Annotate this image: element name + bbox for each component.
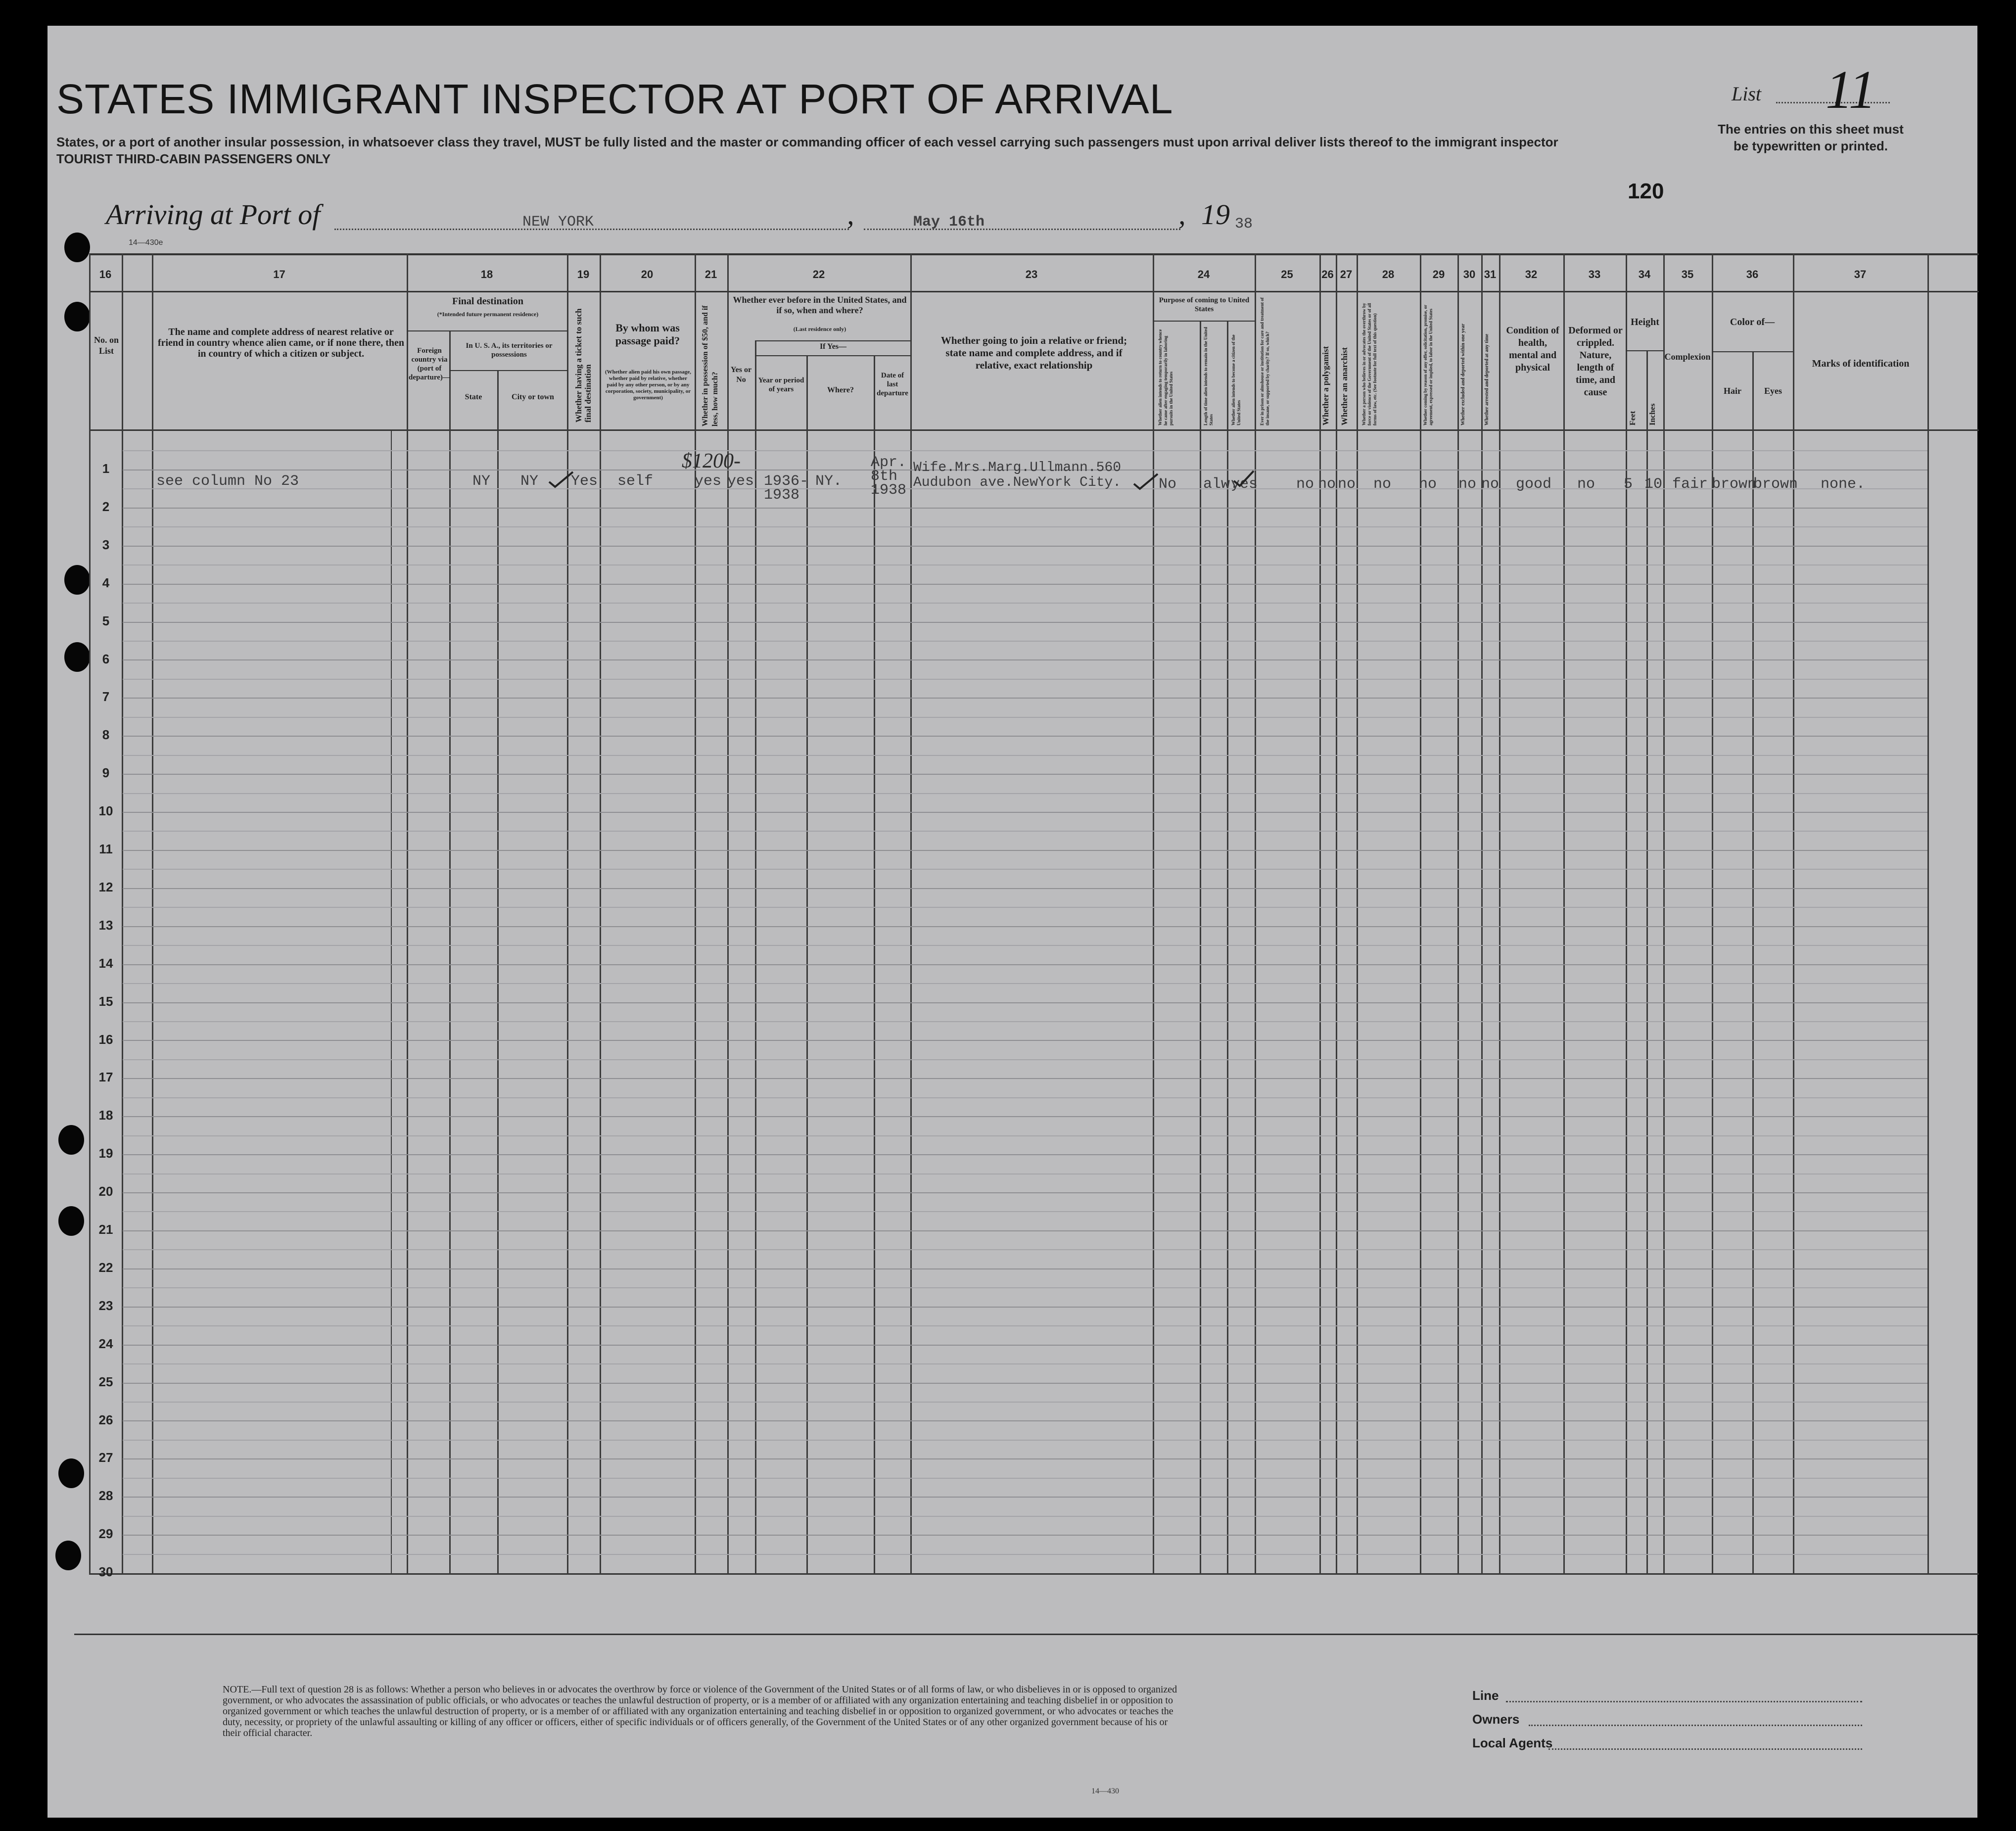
row-divider [123, 1268, 1927, 1269]
col18-city: City or town [512, 393, 554, 401]
entry-c22-date3: 1938 [871, 482, 907, 499]
local-agents-label: Local Agents [1472, 1736, 1553, 1750]
col35-header: Complexion [1664, 352, 1711, 362]
row-subline [123, 1211, 1927, 1212]
column-number: 24 [1197, 268, 1210, 281]
footer-code: 14—430 [1091, 1787, 1119, 1795]
page-title: STATES IMMIGRANT INSPECTOR AT PORT OF ARRIVAL [56, 76, 1173, 122]
row-number: 27 [98, 1450, 113, 1465]
entry-c22-yesno: yes [727, 473, 754, 490]
col18-header: Final destination [452, 296, 523, 307]
note-right [1682, 121, 1939, 154]
col34-header: Height [1631, 317, 1659, 328]
col22-years: Year or period of years [758, 376, 804, 393]
column-number: 35 [1681, 268, 1694, 281]
col23-header: Whether going to join a relative or friend; state name and complete address, and if relative, exact relationship [940, 334, 1127, 371]
row-subline [123, 831, 1927, 832]
column-number: 26 [1321, 268, 1334, 281]
column-number: 31 [1484, 268, 1497, 281]
entry-c20: self [617, 473, 654, 490]
entry-c22-years: 1936- [764, 473, 809, 490]
column-number: 18 [480, 268, 493, 281]
row-subline [123, 717, 1927, 718]
row-divider [123, 1154, 1927, 1155]
column-number: 23 [1025, 268, 1038, 281]
row-subline [123, 450, 1927, 451]
col24-b: Length of time alien intends to remain in the United States [1203, 327, 1214, 425]
list-label: List [1732, 83, 1762, 105]
row-number: 7 [102, 689, 110, 704]
col24-header: Purpose of coming to United States [1159, 296, 1250, 313]
col22-ifyes: If Yes— [819, 342, 847, 351]
col26-header: Whether a polygamist [1321, 346, 1330, 425]
row-divider [123, 1345, 1927, 1346]
row-number: 4 [102, 575, 110, 590]
row-divider [123, 850, 1927, 851]
row-subline [123, 1325, 1927, 1326]
row-subline [123, 793, 1927, 794]
row-subline [123, 1135, 1927, 1136]
column-number: 28 [1382, 268, 1395, 281]
column-number: 27 [1340, 268, 1353, 281]
row-number: 5 [102, 613, 110, 628]
col21-header: Whether in possession of $50, and if less, how much? [701, 305, 719, 426]
column-number: 16 [99, 268, 112, 281]
col19-header: Whether having a ticket to such final destination [574, 308, 593, 423]
entry-c23-line1: Wife.Mrs.Marg.Ullmann.560 [913, 460, 1122, 475]
row-number: 12 [98, 879, 113, 894]
column-number: 34 [1638, 268, 1651, 281]
row-subline [123, 564, 1927, 565]
row-subline [123, 603, 1927, 604]
row-subline [123, 1478, 1927, 1479]
row-subline [123, 679, 1927, 680]
row-divider [123, 508, 1927, 509]
entry-c23-line2: Audubon ave.NewYork City. [913, 475, 1122, 490]
checkmark-icon [1132, 472, 1162, 492]
entry-c24b: alw. [1203, 476, 1239, 493]
note-right-line1: The entries on this sheet must [1718, 122, 1904, 137]
row-subline [123, 1402, 1927, 1403]
row-subline [123, 1097, 1927, 1098]
col32-header: Condition of health, mental and physical [1506, 325, 1559, 373]
subtitle-line1: States, or a port of another insular possession, in whatsoever class they travel, MUST be fully listed and the master or commanding officer of each vessel carrying such passengers must upon arrival deliver lists thereof to the immigrant inspector [56, 135, 1558, 149]
row-subline [123, 526, 1927, 527]
row-number: 14 [98, 955, 113, 971]
col24-a: Whether alien intends to return to country whence he came after engaging temporarily in laboring pursuits in the United States [1158, 329, 1173, 425]
row-number: 29 [98, 1526, 113, 1542]
col30-header: Whether excluded and deported within one year [1460, 324, 1466, 425]
row-divider [123, 1420, 1927, 1421]
row-divider [123, 1002, 1927, 1003]
row-divider [123, 622, 1927, 623]
stamp-number: 120 [1628, 179, 1664, 203]
entry-c35: fair [1672, 476, 1708, 493]
column-number: 19 [577, 268, 590, 281]
arriving-label: Arriving at Port of [106, 198, 321, 231]
col18-state: State [465, 393, 482, 401]
row-number: 3 [102, 537, 110, 552]
col36-header: Color of— [1730, 317, 1775, 328]
row-number: 22 [98, 1260, 113, 1275]
row-divider [123, 812, 1927, 813]
row-divider [123, 1078, 1927, 1079]
list-number: 11 [1826, 59, 1876, 120]
col34-inches: Inches [1648, 403, 1657, 425]
row-divider [123, 1458, 1927, 1459]
row-subline [123, 1516, 1927, 1517]
col22-note: (Last residence only) [793, 326, 846, 332]
row-number: 8 [102, 727, 110, 743]
row-number: 18 [98, 1108, 113, 1123]
row-number: 28 [98, 1488, 113, 1503]
row-divider [123, 698, 1927, 699]
row-subline [123, 1287, 1927, 1288]
row-subline [123, 641, 1927, 642]
row-divider [123, 736, 1927, 737]
row-divider [123, 659, 1927, 660]
row-divider [123, 1116, 1927, 1117]
col27-header: Whether an anarchist [1340, 347, 1349, 425]
col36-hair: Hair [1724, 386, 1741, 396]
column-number: 22 [812, 268, 825, 281]
entry-c17: see column No 23 [156, 473, 299, 490]
column-number: 21 [704, 268, 717, 281]
entry-c25: no [1296, 476, 1314, 493]
row-number: 20 [98, 1184, 113, 1199]
punch-hole [64, 642, 90, 672]
punch-hole [55, 1541, 81, 1570]
manifest-sheet [47, 26, 1977, 1818]
col22-date: Date of last departure [877, 372, 908, 397]
row-divider [123, 1535, 1927, 1536]
entry-c37: none. [1821, 476, 1866, 493]
row-number: 30 [98, 1564, 113, 1580]
punch-hole [58, 1206, 84, 1236]
row-subline [123, 1554, 1927, 1555]
checkmark-icon [1232, 469, 1257, 489]
line-label: Line [1472, 1688, 1499, 1703]
punch-hole [58, 1458, 84, 1488]
punch-hole [58, 1125, 84, 1155]
col31-header: Whether arrested and deported at any time [1484, 333, 1490, 425]
row-subline [123, 1021, 1927, 1022]
punch-hole [64, 233, 90, 262]
column-number: 20 [641, 268, 654, 281]
entry-c24c: yes [1231, 476, 1258, 493]
col33-header: Deformed or crippled. Nature, length of time, and cause [1568, 325, 1623, 398]
port-value: NEW YORK [522, 214, 594, 231]
entry-c22-date2: 8th [871, 468, 898, 485]
entry-c22-date1: Apr. [871, 454, 907, 471]
entry-c21: yes [695, 473, 722, 490]
col36-eyes: Eyes [1764, 386, 1782, 396]
col25-header: Ever in prison or almshouse or institution for care and treatment of the insane, or supported by charity? If so, which? [1260, 297, 1270, 425]
column-number: 17 [273, 268, 285, 281]
row-divider [123, 584, 1927, 585]
entry-c34-feet: 5 [1624, 476, 1633, 493]
punch-hole [64, 565, 90, 595]
row-number: 1 [102, 461, 110, 476]
col17-header: The name and complete address of nearest relative or friend in country whence alien came, or if none there, then in country of which a citizen or subject. [157, 327, 405, 359]
entry-c31: no [1481, 476, 1500, 493]
row-number: 16 [98, 1032, 113, 1047]
row-number: 25 [98, 1374, 113, 1389]
date-value: May 16th [913, 214, 985, 231]
entry-c28: no [1373, 476, 1392, 493]
column-number: 29 [1432, 268, 1445, 281]
row-number: 26 [98, 1412, 113, 1427]
row-number: 11 [99, 842, 113, 856]
entry-c27: no [1338, 476, 1356, 493]
entry-c36-eyes: brown [1753, 476, 1798, 493]
row-divider [123, 1230, 1927, 1231]
row-subline [123, 1249, 1927, 1250]
row-number: 10 [98, 803, 113, 819]
entry-c30: no [1458, 476, 1477, 493]
entry-c26: no [1318, 476, 1336, 493]
entry-c21-hand: $1200- [682, 450, 741, 472]
column-number: 32 [1525, 268, 1538, 281]
row-divider [123, 1497, 1927, 1498]
entry-c22-where: NY. [815, 473, 843, 490]
row-subline [123, 983, 1927, 984]
row-divider [123, 926, 1927, 927]
row-number: 17 [98, 1070, 113, 1085]
row-number: 24 [98, 1336, 113, 1351]
row-number: 9 [102, 765, 110, 781]
col18-usa: In U. S. A., its territories or possessions [466, 342, 553, 359]
year-prefix: 19 [1201, 198, 1230, 231]
row-number: 19 [98, 1146, 113, 1161]
owners-label: Owners [1472, 1712, 1520, 1727]
row-subline [123, 1363, 1927, 1364]
entry-c18-city: NY [520, 473, 539, 490]
col18-note: (*Intended future permanent residence) [437, 311, 539, 318]
footer-note: NOTE.—Full text of question 28 is as follows: Whether a person who believes in or advocates the overthrow by force or violence of the Government of the United States or of all forms of law, or who disbelieves in or is opposed to organized government, or who advocates the assassination of public officials, or who advocates or teaches the unlawful destruction of property, or is a member of or affiliated with any organization entertaining and teaching disbelief in or opposition to organized government or which teaches the unlawful destruction of property, or is a member of or affiliated with any organization entertaining and teaching disbelief in or opposition to organized government, or who advocates or teaches the duty, necessity, or propriety of the unlawful assaulting or killing of any officer or officers, either of specific individuals or of officers generally, of the Government of the United States or of any other organized government because of his or their official character. [223, 1684, 1177, 1738]
row-number: 15 [98, 993, 113, 1009]
row-divider [123, 774, 1927, 775]
checkmark-icon [547, 470, 577, 490]
row-subline [123, 945, 1927, 946]
row-subline [123, 907, 1927, 908]
col16-header: No. on List [94, 335, 119, 356]
note-right-line2: be typewritten or printed. [1733, 139, 1888, 153]
row-divider [123, 888, 1927, 889]
column-number: 30 [1463, 268, 1476, 281]
form-code: 14—430e [129, 238, 163, 247]
entry-c18-state: NY [472, 473, 491, 490]
entry-c24a: No [1159, 476, 1177, 493]
entry-c29: no [1419, 476, 1437, 493]
entry-c36-hair: brown [1712, 476, 1757, 493]
entry-c34-inches: 10 [1644, 476, 1663, 493]
entry-c22-years2: 1938 [764, 487, 800, 504]
punch-hole [64, 302, 90, 331]
col24-c: Whether alien intends to become a citizen of the United States [1231, 334, 1241, 425]
col22-header: Whether ever before in the United States, and if so, when and where? [733, 295, 907, 315]
col37-header: Marks of identification [1812, 358, 1910, 369]
column-number: 36 [1746, 268, 1759, 281]
row-number: 2 [102, 499, 110, 514]
column-number: 33 [1588, 268, 1601, 281]
row-divider [123, 546, 1927, 547]
row-divider [123, 964, 1927, 965]
row-subline [123, 869, 1927, 870]
col20-header: By whom was passage paid? [615, 322, 680, 347]
row-number: 13 [98, 917, 113, 933]
column-number: 25 [1281, 268, 1293, 281]
col18-foreign: Foreign country via (port of departure)— [409, 347, 450, 381]
col20-note: (Whether alien paid his own passage, whether paid by relative, whether paid by any other person, or by any corporation, society, municipality, or government) [605, 369, 691, 401]
col22-yesno: Yes or No [730, 366, 752, 384]
row-subline [123, 1059, 1927, 1060]
row-subline [123, 1440, 1927, 1441]
row-divider [123, 1307, 1927, 1308]
row-number: 23 [98, 1298, 113, 1313]
row-number: 6 [102, 651, 110, 666]
column-number: 37 [1854, 268, 1867, 281]
subtitle-line2: TOURIST THIRD-CABIN PASSENGERS ONLY [56, 151, 331, 166]
col29-header: Whether coming by reason of any offer, solicitation, promise, or agreement, expressed or implied, to labor in the United States [1423, 305, 1433, 425]
row-subline [123, 755, 1927, 756]
row-divider [123, 1192, 1927, 1193]
row-divider [123, 1040, 1927, 1041]
entry-c19: Yes [571, 473, 598, 490]
entry-c32: good [1516, 476, 1552, 493]
col22-where: Where? [827, 386, 854, 394]
entry-c33: no [1577, 476, 1595, 493]
row-divider [123, 1383, 1927, 1384]
col28-header: Whether a person who believes in or advocates the overthrow by force or violence of the Government of the United States or of all forms of law, etc. (See footnote for full text of this question) [1361, 303, 1377, 425]
col34-feet: Feet [1629, 411, 1637, 425]
year-suffix: 38 [1235, 216, 1253, 233]
row-number: 21 [98, 1222, 113, 1237]
